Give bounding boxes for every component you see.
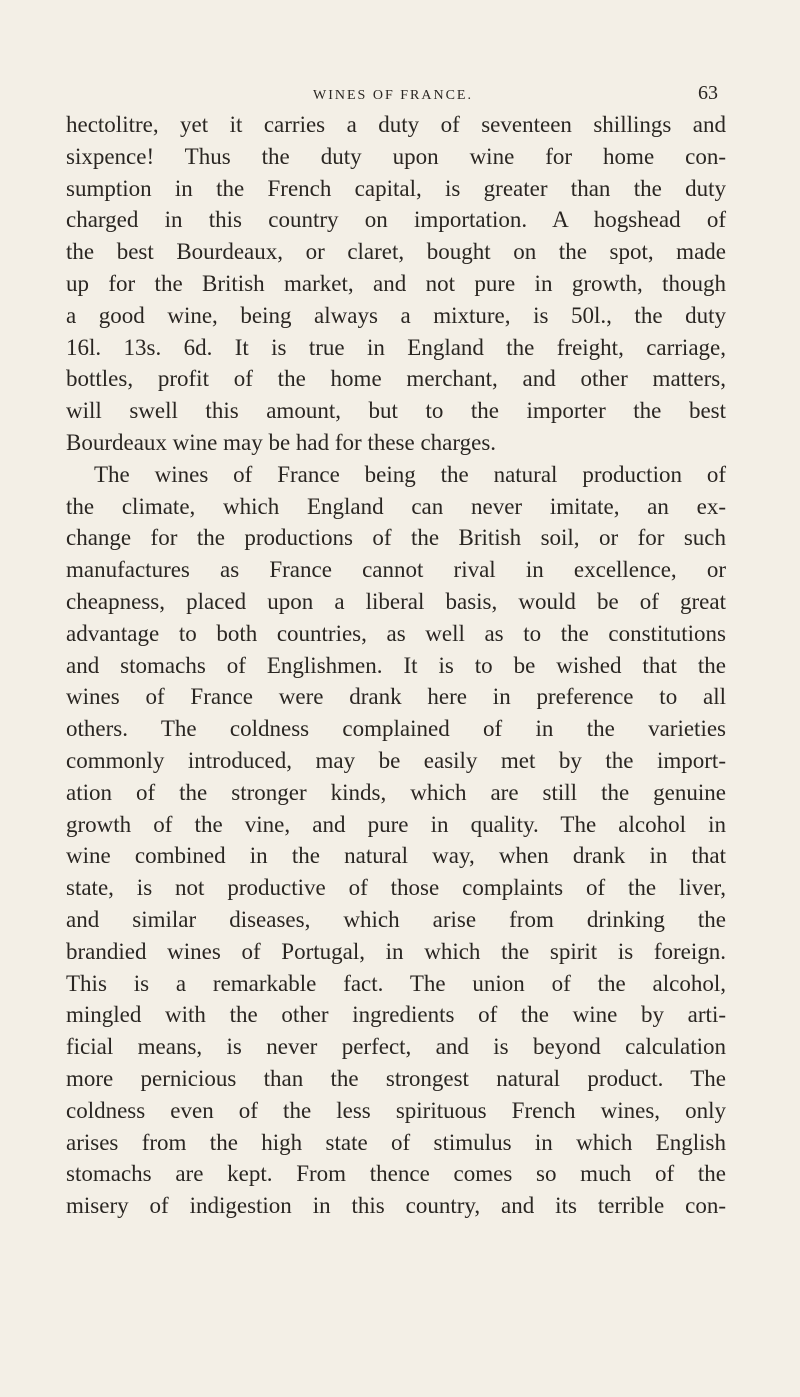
body-text <box>66 109 726 1222</box>
text-line: will swell this amount, but to the importer the best <box>66 398 726 424</box>
text-line: misery of indigestion in this country, and its terrible con- <box>66 1193 726 1219</box>
text-line: cheapness, placed upon a liberal basis, would be of great <box>66 588 726 614</box>
text-line: sumption in the French capital, is greater than the duty <box>66 175 726 201</box>
text-line: Bourdeaux wine may be had for these charges. <box>66 429 497 455</box>
text-line: wine combined in the natural way, when drank in that <box>66 843 726 869</box>
text-line: others. The coldness complained of in the varieties <box>66 716 726 742</box>
text-line: growth of the vine, and pure in quality. The alcohol in <box>66 811 726 837</box>
text-line: The wines of France being the natural production of <box>94 461 726 487</box>
text-line: 16l. 13s. 6d. It is true in England the freight, carriage, <box>66 334 726 360</box>
text-line: commonly introduced, may be easily met by the import- <box>66 747 726 773</box>
text-line: mingled with the other ingredients of the wine by arti- <box>66 1002 726 1028</box>
text-line: sixpence! Thus the duty upon wine for home con- <box>66 143 726 169</box>
text-line: advantage to both countries, as well as to the constitutions <box>66 620 726 646</box>
text-line: hectolitre, yet it carries a duty of seventeen shillings and <box>66 112 726 137</box>
text-line: wines of France were drank here in preference to all <box>66 684 726 710</box>
text-line: and stomachs of Englishmen. It is to be wished that the <box>66 652 726 678</box>
text-line: the best Bourdeaux, or claret, bought on the spot, made <box>66 239 726 265</box>
text-line: arises from the high state of stimulus in which English <box>66 1129 726 1155</box>
running-head: WINES OF FRANCE. <box>313 88 473 103</box>
text-line: ation of the stronger kinds, which are still the genuine <box>66 779 726 805</box>
text-line: manufactures as France cannot rival in excellence, or <box>66 557 726 583</box>
text-line: brandied wines of Portugal, in which the spirit is foreign. <box>66 938 726 964</box>
paragraph-2 <box>66 459 726 1222</box>
text-line: and similar diseases, which arise from drinking the <box>66 906 726 932</box>
text-line: the climate, which England can never imitate, an ex- <box>66 493 726 519</box>
text-line: bottles, profit of the home merchant, and other matters, <box>66 366 726 392</box>
text-line: change for the productions of the British soil, or for such <box>66 525 726 551</box>
text-line: up for the British market, and not pure in growth, though <box>66 270 726 296</box>
text-line: ficial means, is never perfect, and is beyond calculation <box>66 1034 726 1060</box>
paragraph-1 <box>66 109 726 459</box>
text-line: stomachs are kept. From thence comes so much of the <box>66 1161 726 1187</box>
text-line: coldness even of the less spirituous French wines, only <box>66 1097 726 1123</box>
text-line: a good wine, being always a mixture, is 50l., the duty <box>66 302 726 328</box>
text-line: This is a remarkable fact. The union of the alcohol, <box>66 970 726 996</box>
text-line: more pernicious than the strongest natural product. The <box>66 1065 726 1091</box>
page-number: 63 <box>698 82 718 104</box>
text-line: charged in this country on importation. A hogshead of <box>66 207 726 233</box>
text-line: state, is not productive of those complaints of the liver, <box>66 875 726 901</box>
